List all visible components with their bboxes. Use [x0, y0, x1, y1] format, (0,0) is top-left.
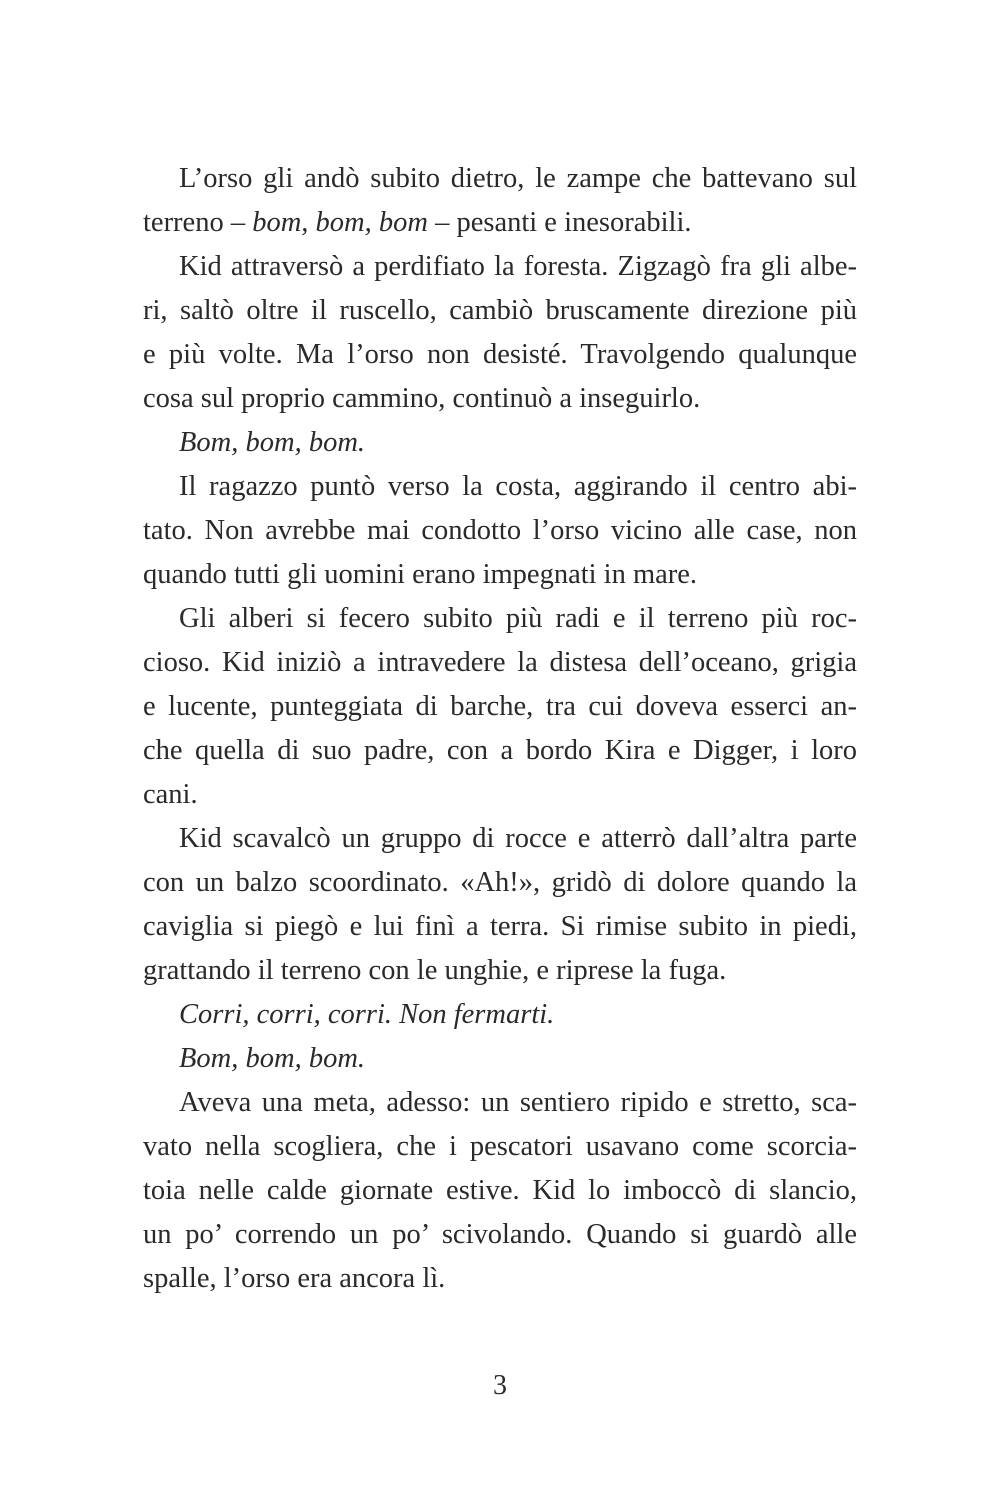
text-segment: spalle, l’orso era ancora lì. — [143, 1263, 446, 1294]
text-line — [143, 289, 857, 333]
text-segment: Aveva una meta, adesso: un sentiero ripido e stretto, sca- — [179, 1087, 857, 1118]
text-segment: ri, saltò oltre il ruscello, cambiò bruscamente direzione più — [143, 295, 857, 326]
page-number: 3 — [493, 1370, 507, 1401]
text-line — [143, 377, 857, 421]
text-line — [143, 773, 857, 817]
text-segment: L’orso gli andò subito dietro, le zampe che battevano sul — [179, 163, 857, 194]
text-line — [143, 1257, 857, 1301]
text-segment: caviglia si piegò e lui finì a terra. Si rimise subito in piedi, — [143, 911, 857, 942]
text-line — [179, 1037, 857, 1081]
text-line — [179, 157, 857, 201]
italic-text-segment: Corri, corri, corri. Non fermarti. — [179, 999, 555, 1030]
text-segment: terreno – — [143, 207, 253, 238]
text-line — [179, 1081, 857, 1125]
text-segment: Kid scavalcò un gruppo di rocce e atterrò dall’altra parte — [179, 823, 857, 854]
text-segment: Kid attraversò a perdifiato la foresta. Zigzagò fra gli albe- — [179, 251, 857, 282]
text-segment: Gli alberi si fecero subito più radi e il terreno più roc- — [179, 603, 857, 634]
text-segment: un po’ correndo un po’ scivolando. Quando si guardò alle — [143, 1219, 857, 1250]
italic-text-segment: Bom, bom, bom. — [179, 427, 366, 458]
text-line — [179, 597, 857, 641]
text-line — [143, 949, 857, 993]
text-segment: Il ragazzo puntò verso la costa, aggirando il centro abi- — [179, 471, 857, 502]
text-segment: e più volte. Ma l’orso non desisté. Travolgendo qualunque — [143, 339, 857, 370]
text-segment: vato nella scogliera, che i pescatori usavano come scorcia- — [143, 1131, 857, 1162]
text-line — [179, 993, 857, 1037]
text-segment: e lucente, punteggiata di barche, tra cui doveva esserci an- — [143, 691, 857, 722]
text-segment: quando tutti gli uomini erano impegnati in mare. — [143, 559, 698, 590]
text-line — [143, 333, 857, 377]
text-segment: tato. Non avrebbe mai condotto l’orso vicino alle case, non — [143, 515, 857, 546]
text-segment: grattando il terreno con le unghie, e riprese la fuga. — [143, 955, 727, 986]
italic-text-segment: bom, bom, bom — [252, 207, 428, 238]
text-line — [143, 1169, 857, 1213]
text-segment: toia nelle calde giornate estive. Kid lo imboccò di slancio, — [143, 1175, 857, 1206]
text-line — [143, 729, 857, 773]
text-line — [143, 641, 857, 685]
text-line — [143, 1213, 857, 1257]
text-line — [179, 465, 857, 509]
text-line — [143, 1125, 857, 1169]
text-segment: cani. — [143, 779, 198, 810]
text-line — [179, 245, 857, 289]
text-segment: – pesanti e inesorabili. — [427, 207, 692, 238]
text-line — [179, 817, 857, 861]
text-segment: cioso. Kid iniziò a intravedere la distesa dell’oceano, grigia — [143, 647, 857, 678]
text-line — [143, 201, 857, 245]
text-segment: che quella di suo padre, con a bordo Kira e Digger, i loro — [143, 735, 857, 766]
text-line — [143, 861, 857, 905]
italic-text-segment: Bom, bom, bom. — [179, 1043, 366, 1074]
text-segment: con un balzo scoordinato. «Ah!», gridò di dolore quando la — [143, 867, 857, 898]
text-line — [143, 553, 857, 597]
text-line — [143, 509, 857, 553]
text-line — [143, 685, 857, 729]
text-line — [179, 421, 857, 465]
text-line — [143, 905, 857, 949]
text-segment: cosa sul proprio cammino, continuò a inseguirlo. — [143, 383, 701, 414]
